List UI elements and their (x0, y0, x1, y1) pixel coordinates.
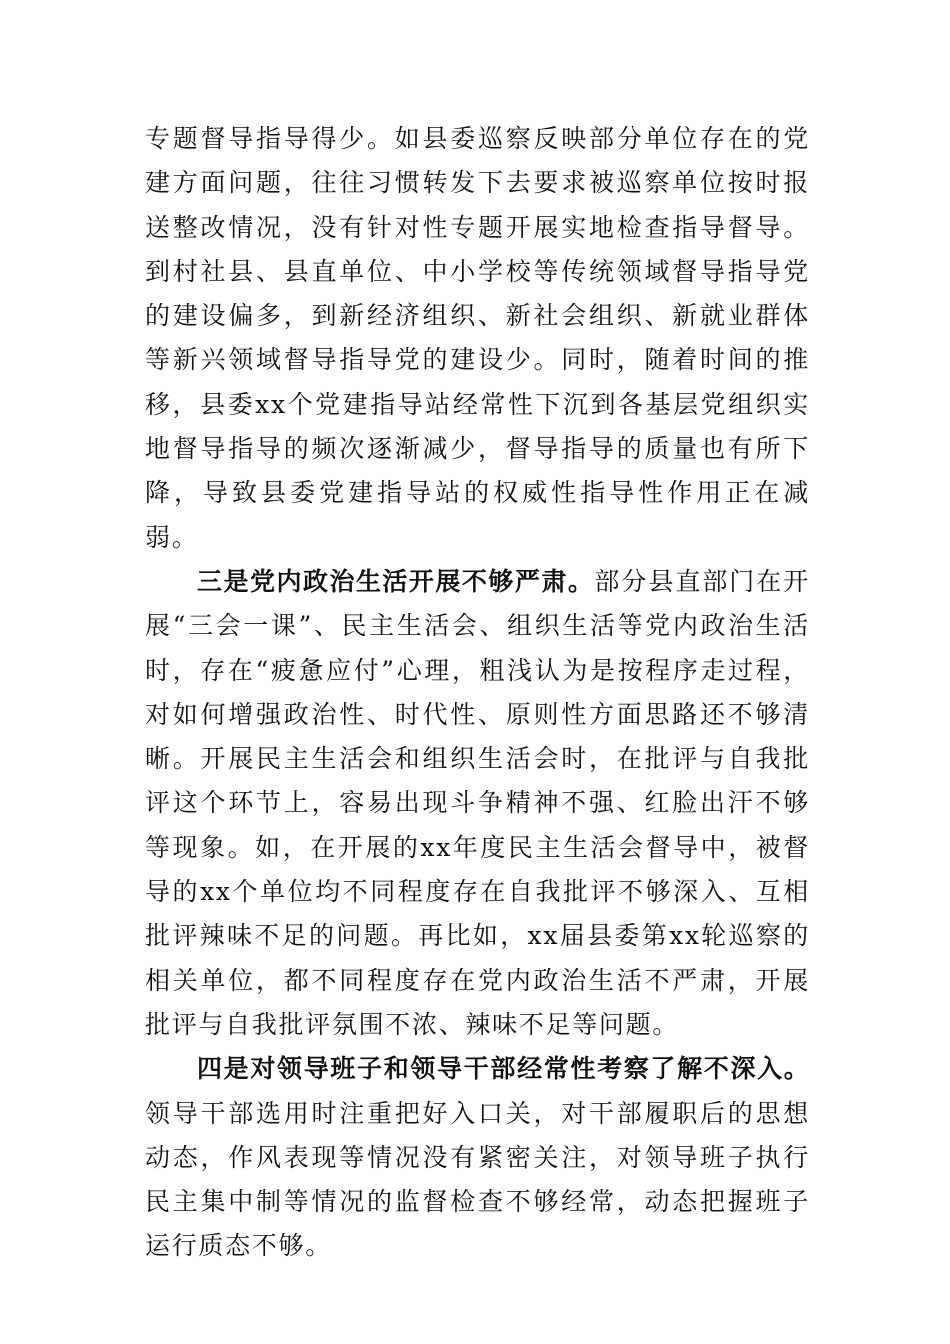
paragraph-item-four (145, 1047, 810, 1268)
paragraph-body: 专题督导指导得少。如县委巡察反映部分单位存在的党建方面问题，往往习惯转发下去要求被巡察单位按时报送整改情况，没有针对性专题开展实地检查指导督导。到村社县、县直单位、中小学校等传统领域督导指导党的建设偏多，到新经济组织、新社会组织、新就业群体等新兴领域督导指导党的建设少。同时，随着时间的推移，县委xx个党建指导站经常性下沉到各基层党组织实地督导指导的频次逐渐减少，督导指导的质量也有所下降，导致县委党建指导站的权威性指导性作用正在减弱。 (145, 124, 810, 552)
paragraph-body: 领导干部选用时注重把好入口关，对干部履职后的思想动态，作风表现等情况没有紧密关注，对领导班子执行民主集中制等情况的监督检查不够经常，动态把握班子运行质态不够。 (145, 1098, 810, 1261)
paragraph-item-three (145, 560, 810, 1047)
paragraph-body: 部分县直部门在开展“三会一课”、民主生活会、组织生活等党内政治生活时，存在“疲惫应付”心理，粗浅认为是按程序走过程，对如何增强政治性、时代性、原则性方面思路还不够清晰。开展民主生活会和组织生活会时，在批评与自我批评这个环节上，容易出现斗争精神不强、红脸出汗不够等现象。如，在开展的xx年度民主生活会督导中，被督导的xx个单位均不同程度存在自我批评不够深入、互相批评辣味不足的问题。再比如，xx届县委第xx轮巡察的相关单位，都不同程度存在党内政治生活不严肃，开展批评与自我批评氛围不浓、辣味不足等问题。 (145, 566, 810, 1039)
paragraph-continuation (145, 117, 810, 560)
document-body (145, 117, 810, 1269)
paragraph-lead-bold: 三是党内政治生活开展不够严肃。 (197, 566, 595, 596)
paragraph-lead-bold: 四是对领导班子和领导干部经常性考察了解不深入。 (197, 1054, 810, 1084)
